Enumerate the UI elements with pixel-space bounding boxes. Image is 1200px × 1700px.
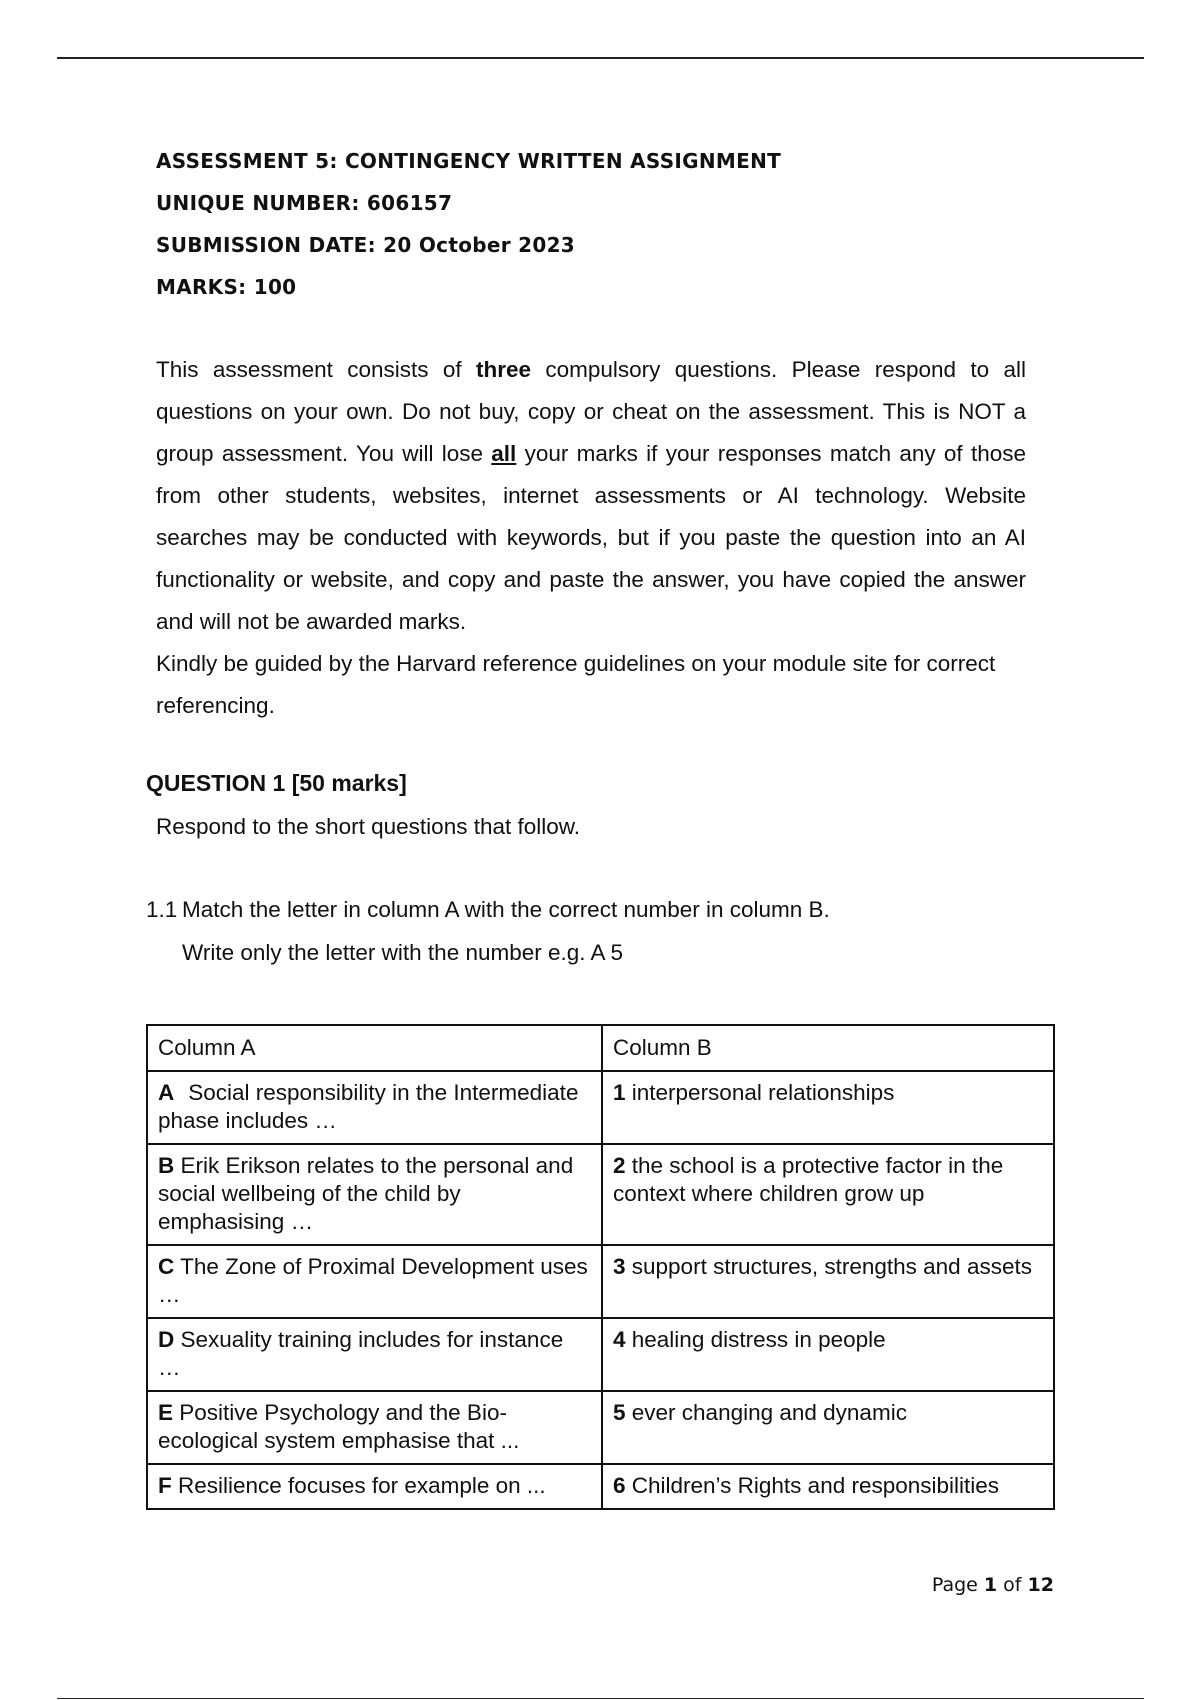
- total-marks: MARKS: 100: [156, 275, 297, 299]
- column-a-cell: [147, 1245, 602, 1318]
- page-total: 12: [1027, 1574, 1054, 1596]
- page-current: 1: [983, 1574, 998, 1596]
- row-text: Social responsibility in the Intermediate phase includes …: [158, 1080, 579, 1133]
- instructions-block: [156, 349, 1026, 727]
- instructions-text-3: your marks if your responses match any of those from other students, websites, internet assessments or AI technology. Website searches may be conducted with keywords, but if you paste the question into an AI functionality or website, and copy and paste the answer, you have copied the answer and will not be awarded marks.: [156, 441, 1026, 634]
- referencing-paragraph: Kindly be guided by the Harvard reference guidelines on your module site for correct referencing.: [156, 651, 996, 718]
- instructions-paragraph: [156, 349, 1026, 643]
- column-b-cell: [602, 1464, 1054, 1509]
- bottom-rule: [57, 1698, 1144, 1699]
- table-row: [147, 1318, 1054, 1391]
- row-letter: B: [158, 1153, 175, 1178]
- row-text: healing distress in people: [625, 1327, 886, 1352]
- column-b-cell: [602, 1071, 1054, 1144]
- table-header-row: [147, 1025, 1054, 1071]
- column-a-cell: [147, 1318, 602, 1391]
- question-number: 1.1: [146, 897, 178, 922]
- row-text: the school is a protective factor in the context where children grow up: [613, 1153, 1004, 1206]
- column-b-cell: [602, 1391, 1054, 1464]
- submission-date: SUBMISSION DATE: 20 October 2023: [156, 233, 576, 257]
- row-text: Sexuality training includes for instance …: [158, 1327, 564, 1380]
- row-number: 4: [613, 1327, 626, 1352]
- row-number: 6: [613, 1473, 626, 1498]
- question-1-1-note: Write only the letter with the number e.g. A 5: [182, 940, 624, 965]
- row-letter: D: [158, 1327, 175, 1352]
- table-row: [147, 1464, 1054, 1509]
- table-row: [147, 1391, 1054, 1464]
- column-a-cell: [147, 1391, 602, 1464]
- row-letter: A: [158, 1080, 175, 1105]
- page-number: [932, 1574, 1054, 1596]
- top-rule: [57, 57, 1144, 59]
- row-number: 2: [613, 1153, 626, 1178]
- matching-table: [146, 1024, 1055, 1510]
- unique-number: UNIQUE NUMBER: 606157: [156, 191, 453, 215]
- instructions-emphasis-three: three: [475, 357, 531, 382]
- assessment-title: ASSESSMENT 5: CONTINGENCY WRITTEN ASSIGNMENT: [156, 149, 782, 173]
- row-number: 1: [613, 1080, 626, 1105]
- column-a-cell: [147, 1144, 602, 1245]
- page-of: of: [997, 1574, 1028, 1596]
- question-text: Match the letter in column A with the correct number in column B.: [182, 897, 830, 922]
- row-text: The Zone of Proximal Development uses …: [158, 1254, 588, 1307]
- row-text: ever changing and dynamic: [625, 1400, 907, 1425]
- row-letter: C: [158, 1254, 175, 1279]
- table-row: [147, 1245, 1054, 1318]
- question-1-1: [146, 897, 830, 923]
- column-b-header: Column B: [602, 1025, 1054, 1071]
- instructions-text-1: This assessment consists of: [156, 357, 476, 382]
- page-word: Page: [931, 1574, 984, 1596]
- row-number: 5: [613, 1400, 626, 1425]
- column-a-cell: [147, 1071, 602, 1144]
- row-text: Resilience focuses for example on ...: [171, 1473, 546, 1498]
- instructions-text-2: compulsory questions. Please respond to all questions on your own. Do not buy, copy or cheat on the assessment. This is NOT a group assessment. You will lose: [156, 357, 1026, 466]
- table-row: [147, 1071, 1054, 1144]
- row-text: support structures, strengths and assets: [625, 1254, 1032, 1279]
- question-1-title: QUESTION 1 [50 marks]: [146, 770, 407, 796]
- column-a-header: Column A: [147, 1025, 602, 1071]
- row-text: Erik Erikson relates to the personal and social wellbeing of the child by emphasising …: [158, 1153, 574, 1234]
- column-b-cell: [602, 1144, 1054, 1245]
- table-row: [147, 1144, 1054, 1245]
- column-b-cell: [602, 1245, 1054, 1318]
- question-1-instruction: Respond to the short questions that follow.: [156, 814, 581, 839]
- assessment-header: [156, 146, 781, 314]
- instructions-emphasis-all: all: [491, 441, 517, 466]
- row-text: interpersonal relationships: [625, 1080, 895, 1105]
- row-number: 3: [613, 1254, 626, 1279]
- column-a-cell: [147, 1464, 602, 1509]
- row-letter: F: [158, 1473, 172, 1498]
- row-text: Positive Psychology and the Bio-ecological system emphasise that ...: [158, 1400, 520, 1453]
- column-b-cell: [602, 1318, 1054, 1391]
- row-text: Children’s Rights and responsibilities: [625, 1473, 1000, 1498]
- row-letter: E: [158, 1400, 174, 1425]
